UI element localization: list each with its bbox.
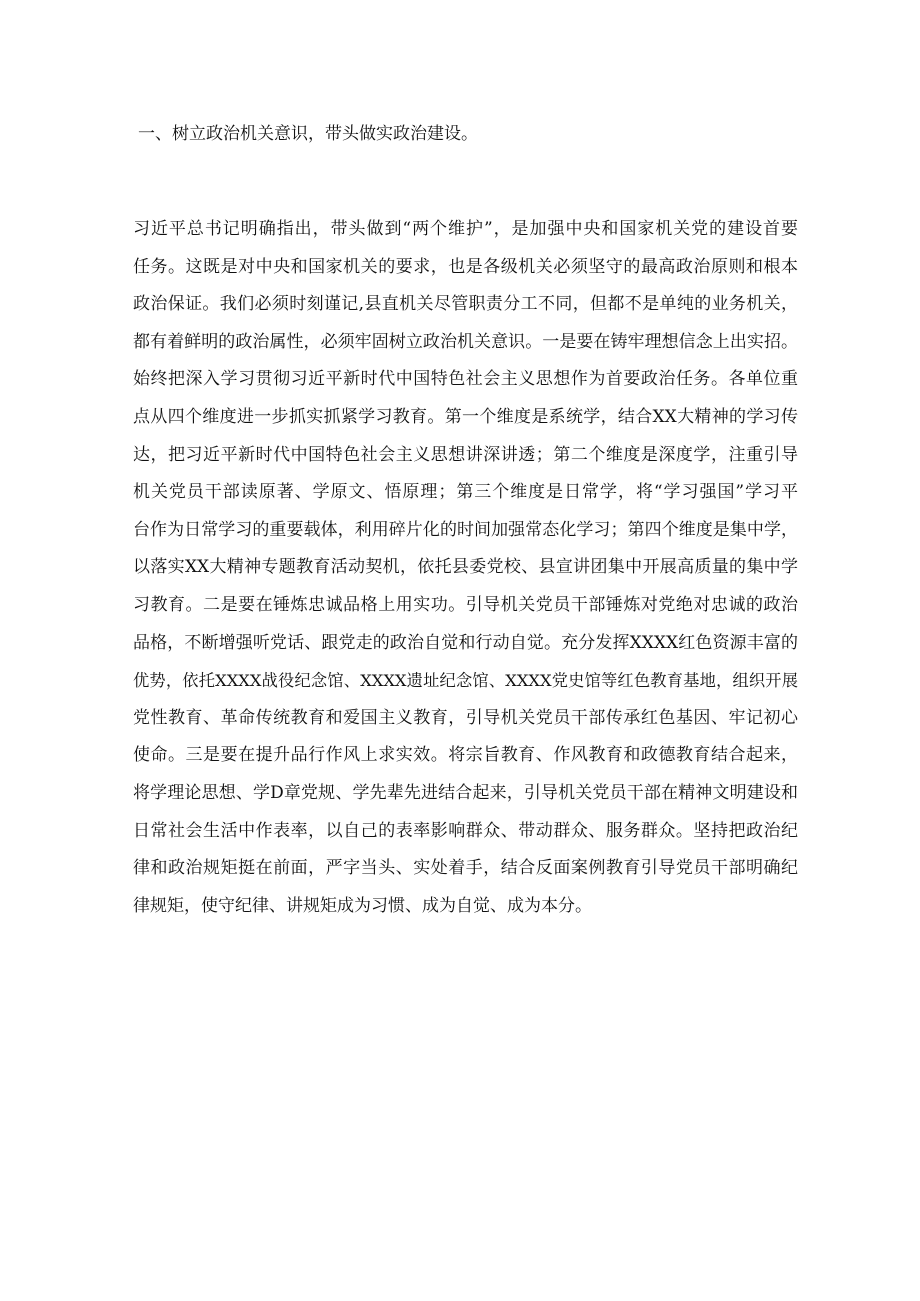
section-heading: 一、树立政治机关意识，带头做实政治建设。 <box>138 124 478 144</box>
paragraph-line-17: 日常社会生活中作表率，以自己的表率影响群众、带动群众、服务群众。坚持把政治纪 <box>133 820 798 841</box>
paragraph-line-5: 始终把深入学习贯彻习近平新时代中国特色社会主义思想作为首要政治任务。各单位重 <box>133 369 798 390</box>
paragraph-line-12: 品格，不断增强听党话、跟党走的政治自觉和行动自觉。充分发挥XXXX红色资源丰富的 <box>133 632 798 653</box>
paragraph-line-10: 以落实XX大精神专题教育活动契机，依托县委党校、县宣讲团集中开展高质量的集中学 <box>133 557 798 578</box>
paragraph-line-15: 使命。三是要在提升品行作风上求实效。将宗旨教育、作风教育和政德教育结合起来， <box>133 745 798 766</box>
paragraph-line-3: 政治保证。我们必须时刻谨记,县直机关尽管职责分工不同，但都不是单纯的业务机关， <box>133 294 798 315</box>
paragraph-line-11: 习教育。二是要在锤炼忠诚品格上用实功。引导机关党员干部锤炼对党绝对忠诚的政治 <box>133 594 798 615</box>
paragraph-line-6: 点从四个维度进一步抓实抓紧学习教育。第一个维度是系统学，结合XX大精神的学习传 <box>133 406 798 427</box>
paragraph-line-8: 机关党员干部读原著、学原文、悟原理；第三个维度是日常学，将“学习强国”学习平 <box>133 482 798 503</box>
paragraph-line-19: 律规矩，使守纪律、讲规矩成为习惯、成为自觉、成为本分。 <box>133 895 592 916</box>
paragraph-line-9: 台作为日常学习的重要载体，利用碎片化的时间加强常态化学习；第四个维度是集中学， <box>133 519 798 540</box>
body-paragraph <box>133 211 798 925</box>
paragraph-line-14: 党性教育、革命传统教育和爱国主义教育，引导机关党员干部传承红色基因、牢记初心 <box>133 707 798 728</box>
paragraph-line-13: 优势，依托XXXX战役纪念馆、XXXX遗址纪念馆、XXXX党史馆等红色教育基地，组织开展 <box>133 671 798 691</box>
paragraph-line-18: 律和政治规矩挺在前面，严字当头、实处着手，结合反面案例教育引导党员干部明确纪 <box>133 858 798 879</box>
paragraph-line-1: 习近平总书记明确指出，带头做到“两个维护”，是加强中央和国家机关党的建设首要 <box>133 219 798 239</box>
paragraph-line-7: 达，把习近平新时代中国特色社会主义思想讲深讲透；第二个维度是深度学，注重引导 <box>133 444 798 465</box>
paragraph-line-16: 将学理论思想、学D章党规、学先辈先进结合起来，引导机关党员干部在精神文明建设和 <box>133 782 798 803</box>
paragraph-line-2: 任务。这既是对中央和国家机关的要求，也是各级机关必须坚守的最高政治原则和根本 <box>133 256 798 277</box>
paragraph-line-4: 都有着鲜明的政治属性，必须牢固树立政治机关意识。一是要在铸牢理想信念上出实招。 <box>133 331 798 352</box>
